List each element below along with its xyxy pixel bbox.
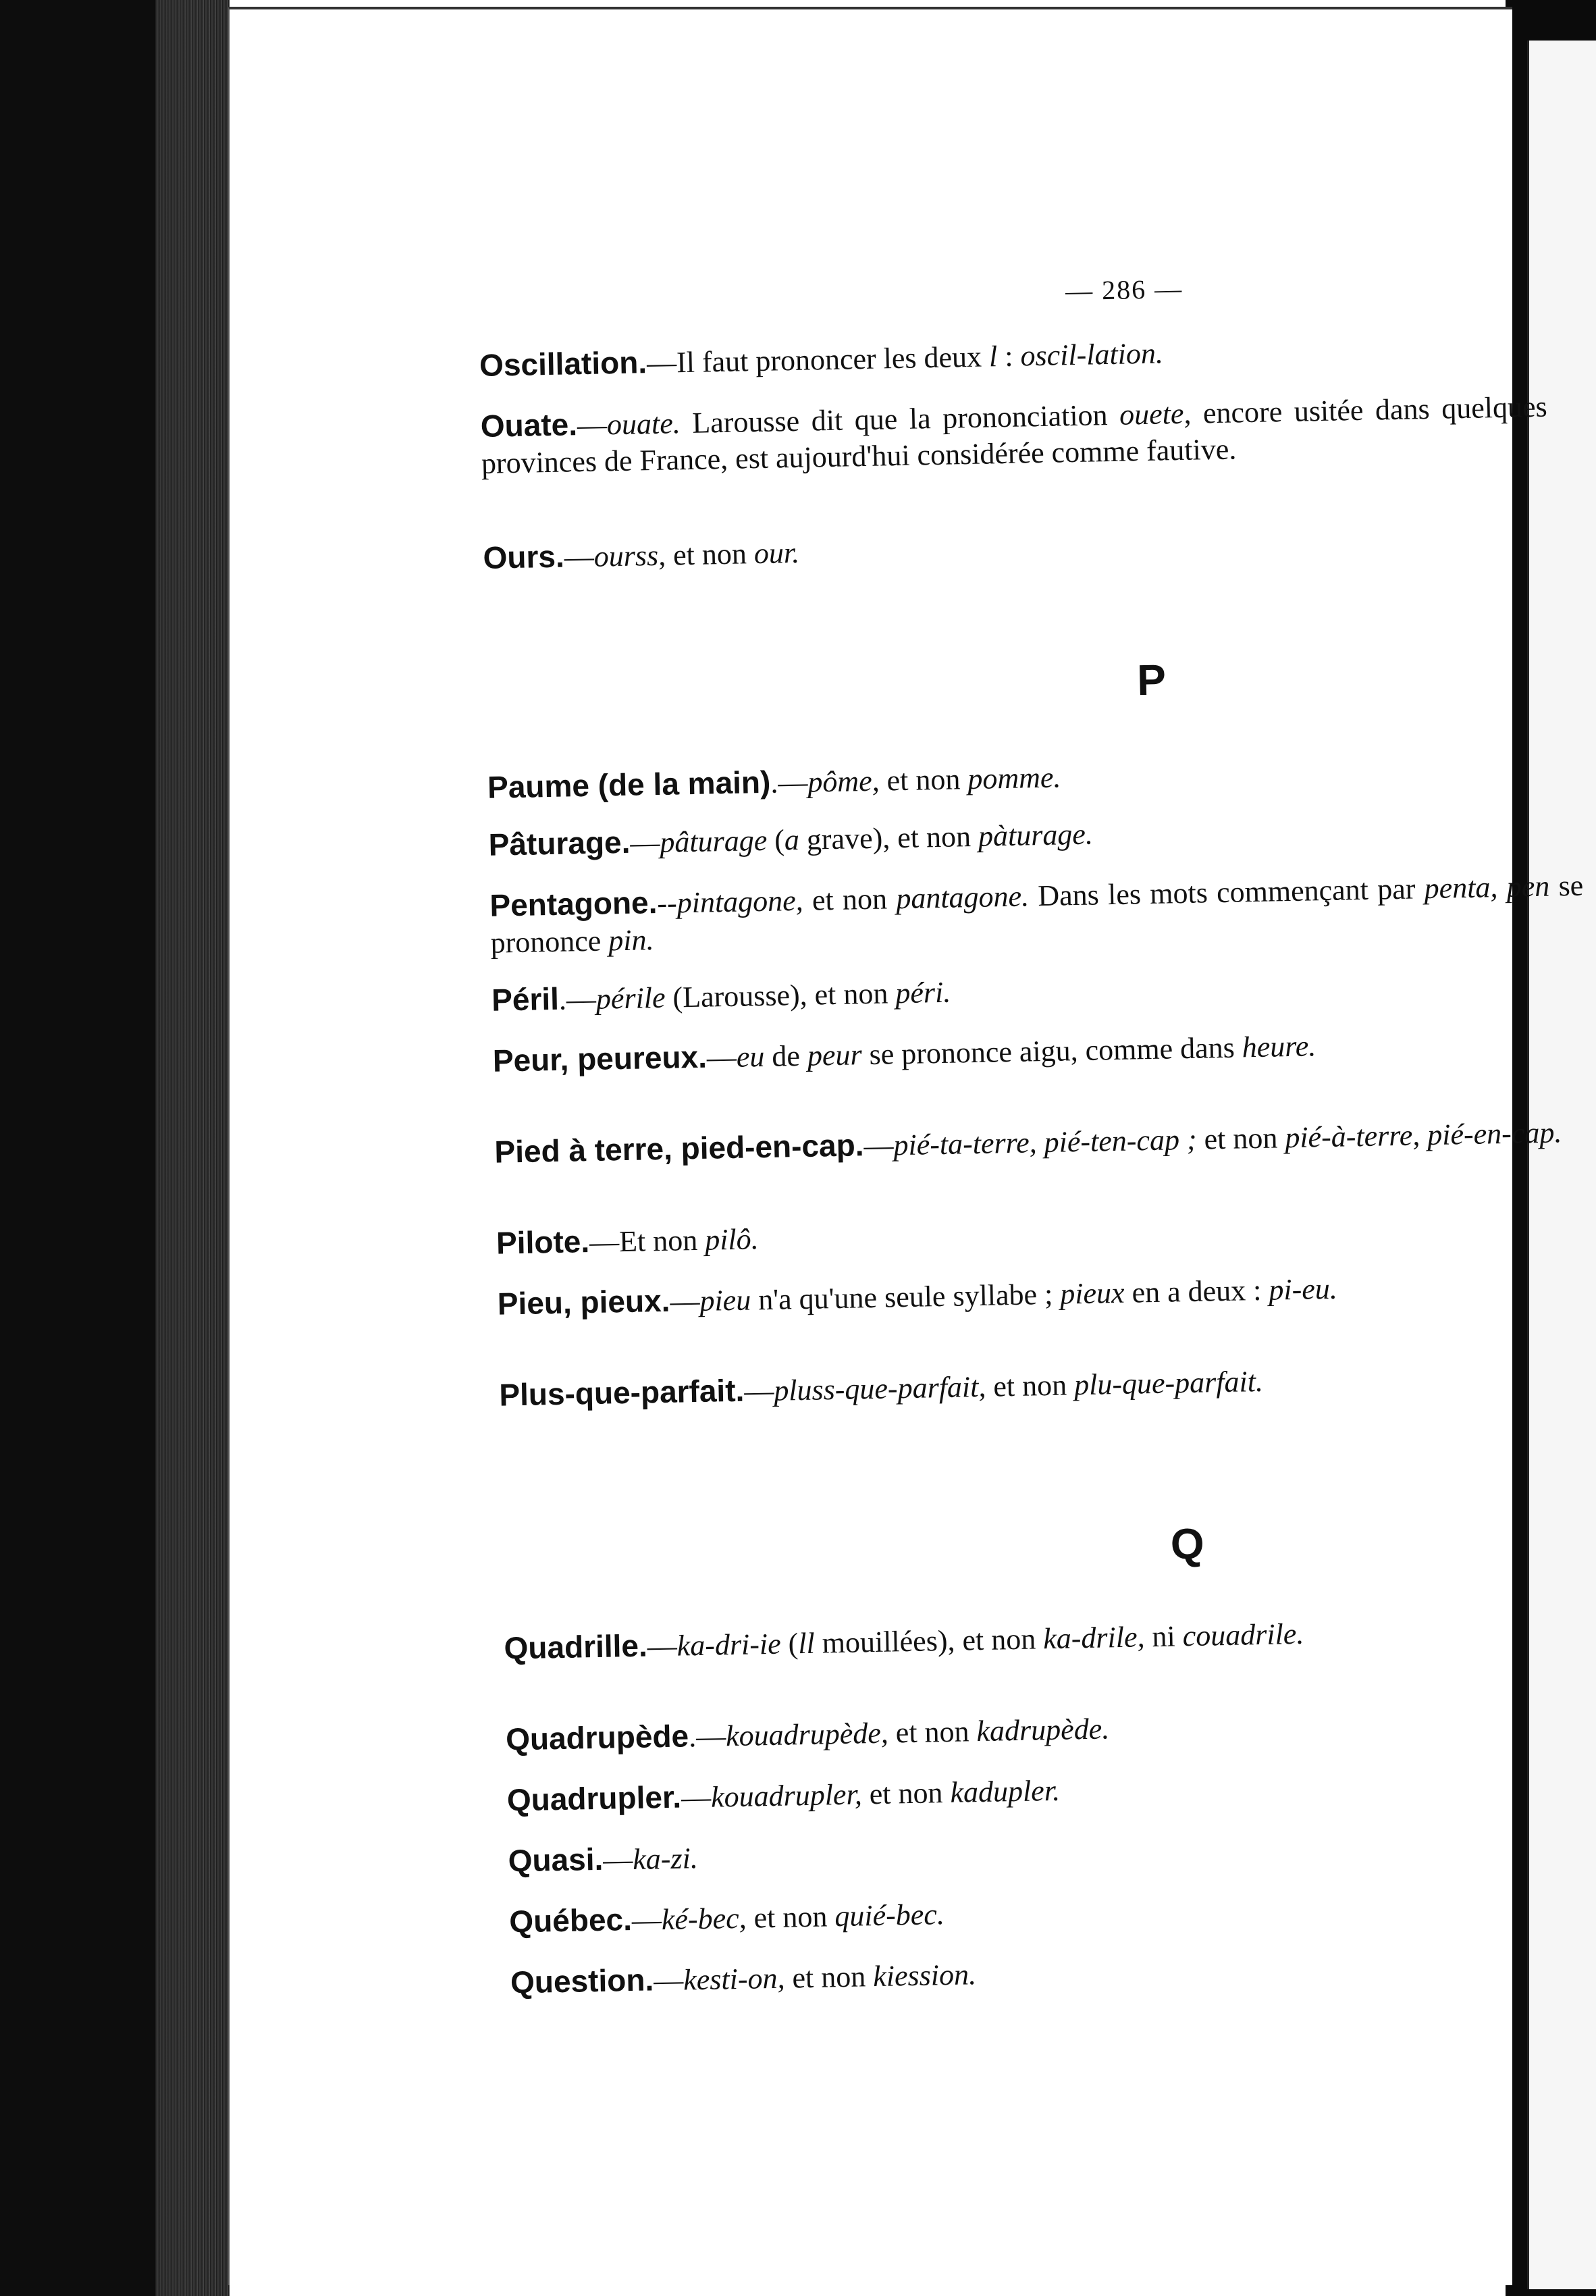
entry-text: et non	[985, 1368, 1075, 1403]
entry-headword: Pâturage.	[488, 824, 631, 862]
entry-headword: Quadrille.	[504, 1627, 648, 1666]
entry-text: et non	[1196, 1121, 1285, 1156]
dictionary-entry	[497, 1265, 1591, 1324]
entry-text: de	[764, 1039, 808, 1073]
entry-text: —	[577, 408, 608, 442]
dictionary-entry	[492, 1022, 1587, 1080]
entry-text: en a deux :	[1124, 1273, 1269, 1309]
entry-headword: Ours.	[483, 538, 565, 575]
dictionary-entry	[483, 519, 1577, 577]
entry-pronunciation: ouate.	[606, 407, 681, 442]
dictionary-entry	[480, 388, 1548, 482]
entry-text: ni	[1144, 1619, 1183, 1654]
entry-headword: Question.	[510, 1962, 654, 2000]
entry-headword: Québec.	[508, 1901, 633, 1939]
entry-text: encore usitée dans quelques provinces de France, est aujourd'hui considérée comme fautive.	[481, 390, 1548, 480]
entry-pronunciation: pié-ta-terre, pié-ten-cap ;	[893, 1122, 1198, 1162]
entry-text: grave), et non	[799, 819, 979, 856]
entry-pronunciation: kouadrupède,	[725, 1716, 889, 1753]
entry-pronunciation: ké-bec,	[661, 1901, 747, 1937]
entry-text: se prononce	[490, 868, 1584, 960]
entry-text: —	[681, 1780, 712, 1815]
entry-pronunciation: heure.	[1242, 1029, 1316, 1064]
entry-pronunciation: pieux	[1059, 1276, 1125, 1311]
entry-text: —Il faut prononcer les deux	[646, 340, 990, 380]
dictionary-entry	[509, 1882, 1596, 1941]
entry-pronunciation: pâturage	[659, 823, 768, 859]
entry-pronunciation: kesti-on,	[683, 1961, 785, 1997]
dictionary-entry	[489, 866, 1585, 962]
entry-pronunciation: pôme,	[807, 764, 880, 799]
entry-pronunciation: plu-que-parfait.	[1073, 1364, 1264, 1402]
dictionary-entry	[508, 1821, 1596, 1880]
entry-pronunciation: ka-zi.	[632, 1842, 699, 1876]
entry-headword: Pied à terre, pied-en-cap.	[494, 1127, 864, 1170]
entry-pronunciation: pié-à-terre, pié-en-cap.	[1284, 1116, 1562, 1155]
entry-text: (	[766, 823, 785, 857]
entry-pronunciation: ouete,	[1119, 396, 1192, 432]
entry-pronunciation: pàturage.	[978, 817, 1094, 853]
entry-text: --	[656, 886, 678, 920]
entry-text: .—	[688, 1719, 726, 1754]
dictionary-entry	[510, 1943, 1596, 2002]
dictionary-entry	[504, 1609, 1596, 1667]
entry-pronunciation: couadrile.	[1182, 1617, 1304, 1653]
dictionary-entry	[479, 327, 1547, 385]
entry-headword: Quadrupler.	[506, 1779, 682, 1818]
book-page	[228, 7, 1584, 2285]
entry-text: et non	[746, 1900, 835, 1935]
entry-pronunciation: penta, pen	[1424, 869, 1550, 906]
entry-text: Larousse dit que la prononciation	[680, 398, 1120, 440]
dictionary-entry	[506, 1700, 1596, 1758]
entry-pronunciation: eu	[736, 1039, 765, 1074]
entry-text: mouillées), et non	[814, 1622, 1044, 1660]
entry-headword: Oscillation.	[479, 344, 647, 383]
entry-text: .—	[558, 982, 597, 1016]
entry-text: et non	[803, 882, 897, 917]
entry-headword: Paume (de la main)	[487, 764, 771, 805]
entry-pronunciation: kiession.	[872, 1958, 977, 1993]
dictionary-entry	[496, 1204, 1591, 1263]
entry-pronunciation: our.	[753, 536, 800, 571]
entry-headword: Quasi.	[508, 1841, 604, 1879]
entry-text: —	[647, 1629, 678, 1663]
entry-pronunciation: kadupler.	[949, 1773, 1061, 1809]
dictionary-entry	[499, 1356, 1593, 1415]
entry-pronunciation: l	[988, 340, 998, 373]
dictionary-entry	[491, 961, 1586, 1020]
entry-text: —	[629, 825, 660, 860]
entry-pronunciation: pilô.	[704, 1222, 760, 1257]
entry-pronunciation: pluss-que-parfait,	[773, 1369, 986, 1407]
entry-pronunciation: pomme.	[967, 760, 1061, 796]
scan-left-border	[0, 0, 157, 2296]
page-number: — 286 —	[1065, 273, 1183, 307]
dictionary-entry	[506, 1760, 1596, 1819]
entry-text: Dans les mots commençant par	[1028, 872, 1425, 913]
dictionary-entry	[487, 748, 1582, 807]
entry-text: et non	[784, 1960, 874, 1995]
entry-headword: Ouate.	[480, 407, 578, 444]
entry-headword: Plus-que-parfait.	[498, 1372, 745, 1413]
dictionary-entry	[488, 806, 1582, 864]
entry-pronunciation: pin.	[608, 923, 654, 958]
entry-pronunciation: pintagone,	[676, 883, 804, 920]
entry-pronunciation: peur	[807, 1038, 863, 1072]
entry-text: —Et non	[589, 1223, 706, 1259]
entry-text: (	[780, 1627, 799, 1661]
entry-text: et non	[861, 1775, 951, 1811]
entry-headword: Pieu, pieux.	[497, 1282, 670, 1322]
entry-pronunciation: kouadrupler,	[710, 1777, 863, 1814]
entry-pronunciation: pi-eu.	[1268, 1272, 1338, 1307]
entry-pronunciation: ka-dri-ie	[676, 1627, 782, 1663]
entry-text: .—	[770, 765, 808, 800]
book-page-edges	[155, 0, 230, 2296]
entry-headword: Pilote.	[496, 1224, 590, 1261]
section-letter-p: P	[1136, 655, 1167, 705]
entry-headword: Quadrupède	[505, 1718, 689, 1757]
entry-text: —	[653, 1963, 684, 1998]
entry-pronunciation: pieu	[699, 1283, 751, 1317]
entry-text: —	[743, 1374, 774, 1408]
entry-headword: Pentagone.	[489, 885, 658, 923]
entry-pronunciation: ka-drile,	[1042, 1620, 1145, 1656]
entry-pronunciation: périle	[595, 981, 666, 1016]
entry-pronunciation: ll	[797, 1626, 816, 1661]
entry-pronunciation: pantagone.	[895, 879, 1030, 916]
entry-pronunciation: oscil-lation.	[1020, 336, 1164, 373]
entry-pronunciation: péri.	[895, 975, 951, 1010]
entry-text: et non	[665, 537, 755, 572]
entry-text: —	[602, 1842, 633, 1877]
entry-pronunciation: quié-bec.	[834, 1898, 945, 1933]
entry-text: —	[564, 540, 595, 574]
entry-pronunciation: a	[784, 823, 800, 857]
entry-pronunciation: kadrupède.	[976, 1712, 1110, 1748]
entry-text: n'a qu'une seule syllabe ;	[750, 1277, 1061, 1317]
entry-text: —	[631, 1903, 662, 1937]
dictionary-entry	[494, 1113, 1589, 1172]
entry-headword: Péril	[491, 981, 560, 1018]
section-letter-q: Q	[1170, 1519, 1205, 1569]
entry-text: (Larousse), et non	[665, 976, 896, 1014]
entry-text: :	[996, 339, 1021, 373]
entry-text: et non	[888, 1715, 977, 1750]
entry-text: —	[706, 1040, 737, 1074]
entry-text: se prononce aigu, comme dans	[861, 1030, 1243, 1072]
entry-text: —	[669, 1284, 700, 1318]
entry-text: —	[863, 1128, 894, 1163]
entry-pronunciation: ourss,	[593, 538, 666, 573]
entry-headword: Peur, peureux.	[492, 1039, 708, 1078]
entry-text: et non	[879, 762, 968, 798]
